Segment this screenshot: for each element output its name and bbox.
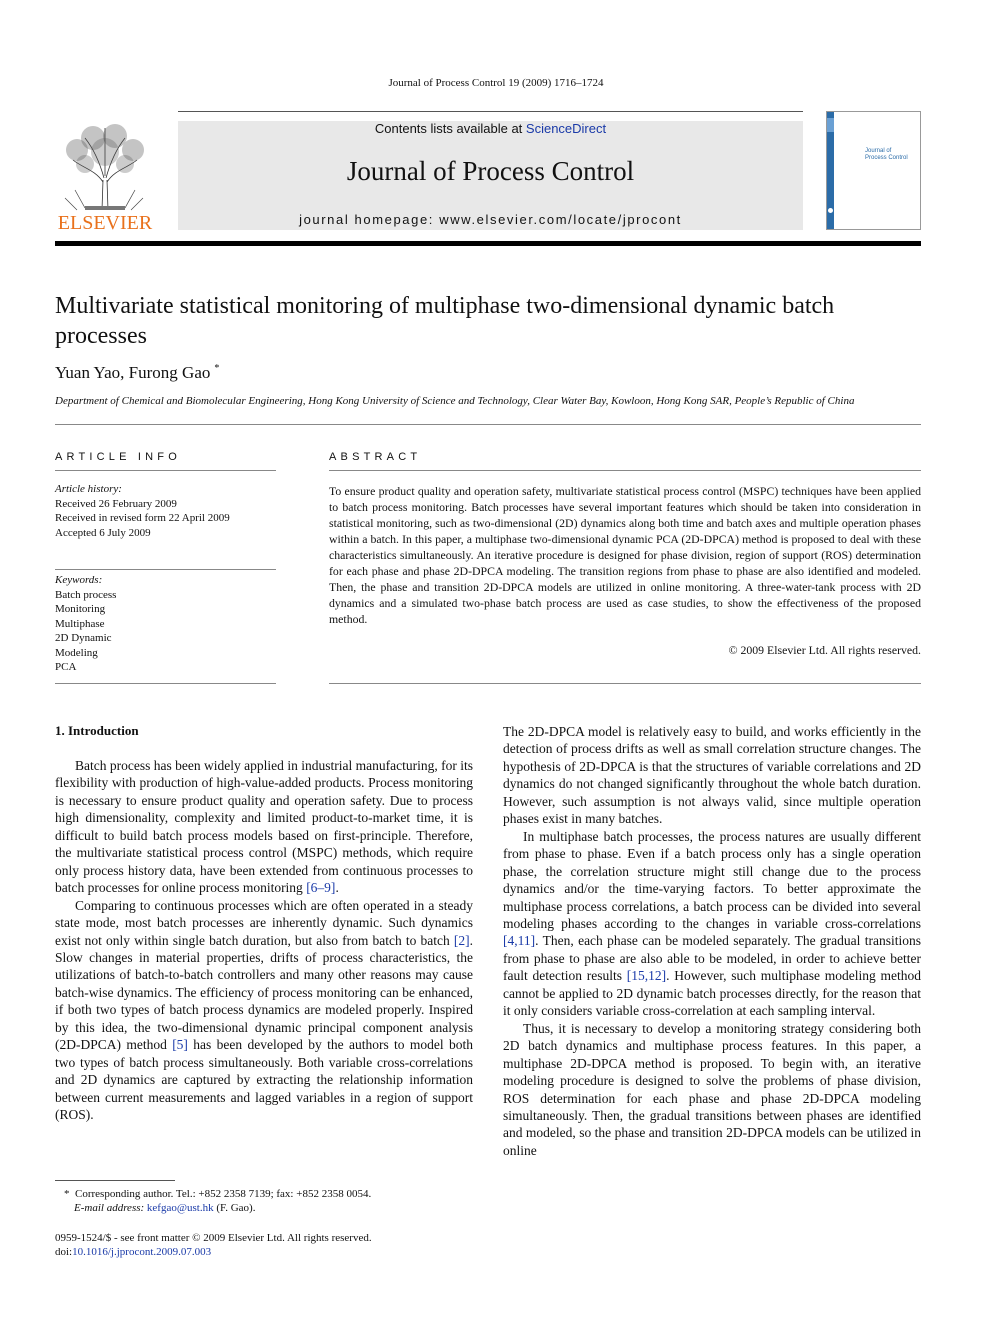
history-label: Article history:	[55, 483, 122, 495]
abstract-text: To ensure product quality and operation safety, multivariate statistical process control (MSPC) techniques have been applied to batch process monitoring. Batch processes have several important features which should be taken into consideration in statistical monitoring, such as two-dimensional (2D) dynamics along both time and batch axes and multiple operation phases within a batch. In this paper, a multiphase two-dimensional dynamic PCA (2D-DPCA) method is proposed to deal with these characteristics simultaneously. An iterative procedure is designed for phase division, region of support (ROS) determination for each phase and phase 2D-DPCA modeling. The transition regions from phase to phase are also identified and modeled. Then, the phase and transition 2D-DPCA models are utilized in online monitoring. A three-water-tank process with 2D dynamics and a simulated two-phase batch process are used as case studies, to show the effectiveness of the proposed method.	[329, 484, 921, 626]
doi-label: doi:	[55, 1246, 73, 1258]
keywords-label: Keywords:	[55, 574, 103, 586]
cover-title-line2: Process Control	[865, 155, 908, 161]
cover-title	[865, 148, 908, 162]
email-label: E-mail address:	[74, 1202, 145, 1214]
intro-text: Batch process has been widely applied in industrial manufacturing, for its flexibility with production of high-value-added products. Process monitoring is necessary to ensure product quality and operation safety. Due to process high dimensionality, complexity and limited product-to-market time, it is difficult to build batch process models based on first-principle. Therefore, the multivariate statistical process control (MSPC) methods, which require only process history data, have been extended from continuous processes to batch processes for online process monitoring	[55, 758, 473, 896]
section-heading-introduction: 1. Introduction	[55, 723, 139, 738]
keyword: Monitoring	[55, 603, 106, 615]
abstract-heading: ABSTRACT	[329, 451, 422, 463]
intro-text: . However, such multiphase modeling method cannot be applied to 2D dynamic batch processes directly, for the reason that it only considers variable cross-correlation at each sampling interval.	[503, 968, 921, 1019]
elsevier-logo[interactable]	[55, 120, 155, 235]
accepted-date: Accepted 6 July 2009	[55, 526, 151, 539]
journal-homepage[interactable]: journal homepage: www.elsevier.com/locate/jprocont	[299, 212, 682, 227]
elsevier-wordmark: ELSEVIER	[57, 212, 153, 234]
title-divider	[55, 424, 921, 425]
received-date: Received 26 February 2009	[55, 497, 177, 510]
page-footer	[55, 1231, 555, 1259]
sciencedirect-link[interactable]: ScienceDirect	[525, 121, 607, 136]
footnote-corresponding	[64, 1187, 484, 1201]
intro-paragraph-4	[503, 828, 921, 1020]
revised-date: Received in revised form 22 April 2009	[55, 512, 230, 524]
doi-line	[55, 1245, 555, 1259]
footnote	[64, 1187, 484, 1215]
contents-line	[178, 121, 803, 136]
cover-title-line1: Journal of	[865, 148, 892, 154]
intro-text: In multiphase batch processes, the process natures are usually different from phase to phase. Even if a batch process only has a single operation phase, the correlation structure might still change due to the process dynamics and/or the time-varying factors. To better approximate the multiphase process correlations, a batch process can be divided into several modeling phases according to the changes in variable cross-correlations	[503, 828, 921, 931]
intro-paragraph-2	[55, 897, 473, 1124]
keyword: Multiphase	[55, 617, 105, 630]
article-info-rule	[55, 470, 276, 471]
corresponding-author-mark[interactable]: *	[214, 363, 220, 375]
citation-link[interactable]: [6–9]	[306, 880, 336, 896]
body-column-right	[503, 723, 921, 1159]
journal-citation: Journal of Process Control 19 (2009) 1716–1724	[388, 77, 604, 89]
issn-line: 0959-1524/$ - see front matter © 2009 Elsevier Ltd. All rights reserved.	[55, 1232, 372, 1244]
footnote-mark: *	[64, 1188, 70, 1200]
keyword: PCA	[55, 661, 77, 673]
email-link[interactable]: kefgao@ust.hk	[146, 1202, 214, 1214]
body-column-left	[55, 757, 473, 1124]
abstract-copyright: © 2009 Elsevier Ltd. All rights reserved.	[728, 643, 921, 657]
keyword: 2D Dynamic	[55, 632, 112, 644]
intro-paragraph-5: Thus, it is necessary to develop a monitoring strategy considering both 2D batch dynamics and multiphase process features. In this paper, a multiphase 2D-DPCA method is proposed. To begin with, an iterative modeling procedure is designed to solve the problems of phase division, ROS determination for each phase and phase 2D-DPCA modeling simultaneously. Then, the gradual transitions between phases are identified and modeled, so the phase and transition 2D-DPCA models can be utilized in online	[503, 1020, 921, 1158]
intro-text: Comparing to continuous processes which are often operated in a steady state mode, most batch processes are inherently dynamic. Such dynamics exist not only within single batch duration, but also from batch to batch	[55, 897, 473, 948]
intro-text: .	[335, 880, 339, 896]
header-top-rule	[178, 111, 803, 112]
abstract-rule	[329, 470, 921, 471]
article-info-heading: ARTICLE INFO	[55, 451, 181, 463]
citation-link[interactable]: [4,11]	[503, 933, 536, 949]
keywords-block	[55, 573, 276, 675]
contents-prefix: Contents lists available at	[374, 121, 526, 136]
abstract-bottom-rule	[329, 683, 921, 684]
intro-paragraph-3: The 2D-DPCA model is relatively easy to build, and works efficiently in the detection of process drifts as well as small correlation structure changes. The hypothesis of 2D-DPCA is that the structures of variable correlations and 2D dynamics do not changed significantly throughout the whole batch duration. However, such assumption is not always valid, since multiple operation phases exist in many batches.	[503, 724, 921, 827]
footnote-rule	[55, 1180, 175, 1181]
keyword: Modeling	[55, 646, 98, 659]
article-title: Multivariate statistical monitoring of multiphase two-dimensional dynamic batch processes	[55, 293, 835, 349]
article-info-bottom-rule	[55, 683, 276, 684]
cover-spine-badge	[827, 118, 834, 132]
email-suffix: (F. Gao).	[216, 1202, 256, 1214]
footnote-corresponding-text: Corresponding author. Tel.: +852 2358 7139; fax: +852 2358 0054.	[75, 1188, 372, 1200]
footnote-email-line	[64, 1201, 484, 1215]
keyword: Batch process	[55, 588, 117, 601]
citation-link[interactable]: [5]	[172, 1037, 188, 1053]
intro-paragraph-1	[55, 757, 473, 897]
affiliation: Department of Chemical and Biomolecular Engineering, Hong Kong University of Science and Technology, Clear Water Bay, Kowloon, Hong Kong SAR, People’s Republic of China	[55, 395, 855, 407]
doi-link[interactable]: 10.1016/j.jprocont.2009.07.003	[72, 1246, 212, 1258]
keywords-rule	[55, 569, 276, 570]
article-history	[55, 482, 276, 540]
author-list	[55, 363, 219, 383]
citation-link[interactable]: [15,12]	[626, 968, 667, 984]
intro-text: has been developed by the authors to model both two types of batch process simultaneously. Both variable cross-correlations and 2D dynamics are captured by extracting the relationship information between current measurements and lagged variables in a region of support (ROS).	[55, 1037, 473, 1123]
cover-emblem-icon	[828, 208, 833, 213]
intro-text: . Slow changes in material properties, drifts of process characteristics, the utilizations of batch-to-batch controllers and many other reasons may cause batch-wise dynamics. The efficiency of process monitoring can be enhanced, if both two types of batch process dynamics are modeled properly. Inspired by this idea, the two-dimensional dynamic principal component analysis (2D-DPCA) method	[55, 932, 473, 1053]
journal-cover-thumbnail[interactable]	[826, 111, 921, 230]
citation-link[interactable]: [2]	[453, 932, 470, 948]
intro-text: . Then, each phase can be modeled separately. The gradual transitions from phase to phase are also able to be modeled, in order to achieve better fault detection results	[503, 933, 921, 984]
header-thick-rule	[55, 241, 921, 246]
journal-title: Journal of Process Control	[346, 156, 635, 186]
authors: Yuan Yao, Furong Gao	[55, 363, 211, 382]
